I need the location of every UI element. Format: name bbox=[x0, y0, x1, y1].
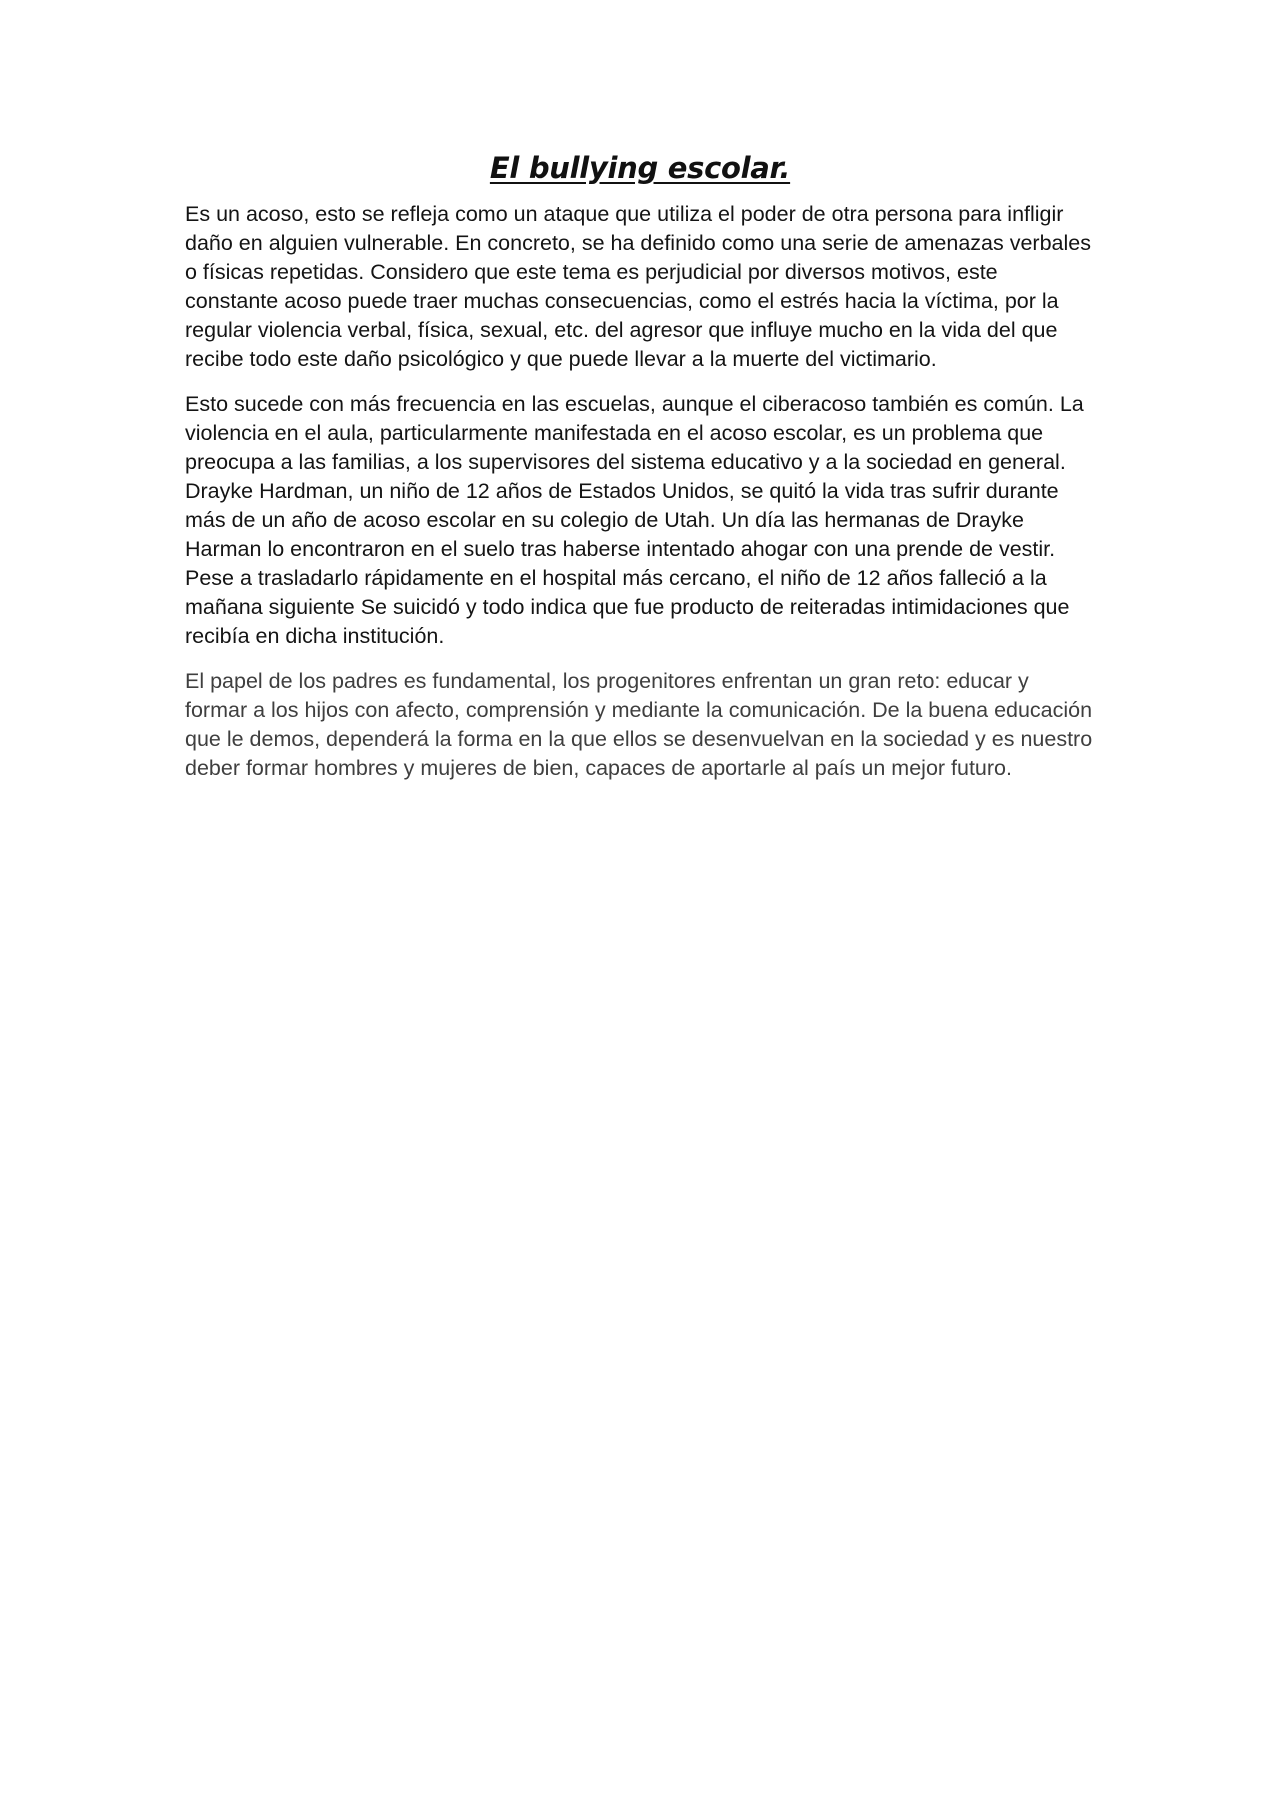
paragraph-case: Esto sucede con más frecuencia en las escuelas, aunque el ciberacoso también es común. La violencia en el aula, particularmente manifestada en el acoso escolar, es un problema que preocupa a las familias, a los supervisores del sistema educativo y a la sociedad en general. Drayke Hardman, un niño de 12 años de Estados Unidos, se quitó la vida tras sufrir durante más de un año de acoso escolar en su colegio de Utah. Un día las hermanas de Drayke Harman lo encontraron en el suelo tras haberse intentado ahogar con una prende de vestir. Pese a trasladarlo rápidamente en el hospital más cercano, el niño de 12 años falleció a la mañana siguiente Se suicidó y todo indica que fue producto de reiteradas intimidaciones que recibía en dicha institución. bbox=[185, 392, 1084, 649]
paragraph-definition: Es un acoso, esto se refleja como un ataque que utiliza el poder de otra persona para infligir daño en alguien vulnerable. En concreto, se ha definido como una serie de amenazas verbales o físicas repetidas. Considero que este tema es perjudicial por diversos motivos, este constante acoso puede traer muchas consecuencias, como el estrés hacia la víctima, por la regular violencia verbal, física, sexual, etc. del agresor que influye mucho en la vida del que recibe todo este daño psicológico y que puede llevar a la muerte del victimario. bbox=[185, 202, 1091, 372]
paragraph-parents: El papel de los padres es fundamental, los progenitores enfrentan un gran reto: educar y formar a los hijos con afecto, comprensión y mediante la comunicación. De la buena educación que le demos, dependerá la forma en la que ellos se desenvuelvan en la sociedad y es nuestro deber formar hombres y mujeres de bien, capaces de aportarle al país un mejor futuro. bbox=[185, 669, 1093, 781]
document-title: El bullying escolar. bbox=[489, 151, 791, 185]
document-body bbox=[185, 150, 1095, 799]
